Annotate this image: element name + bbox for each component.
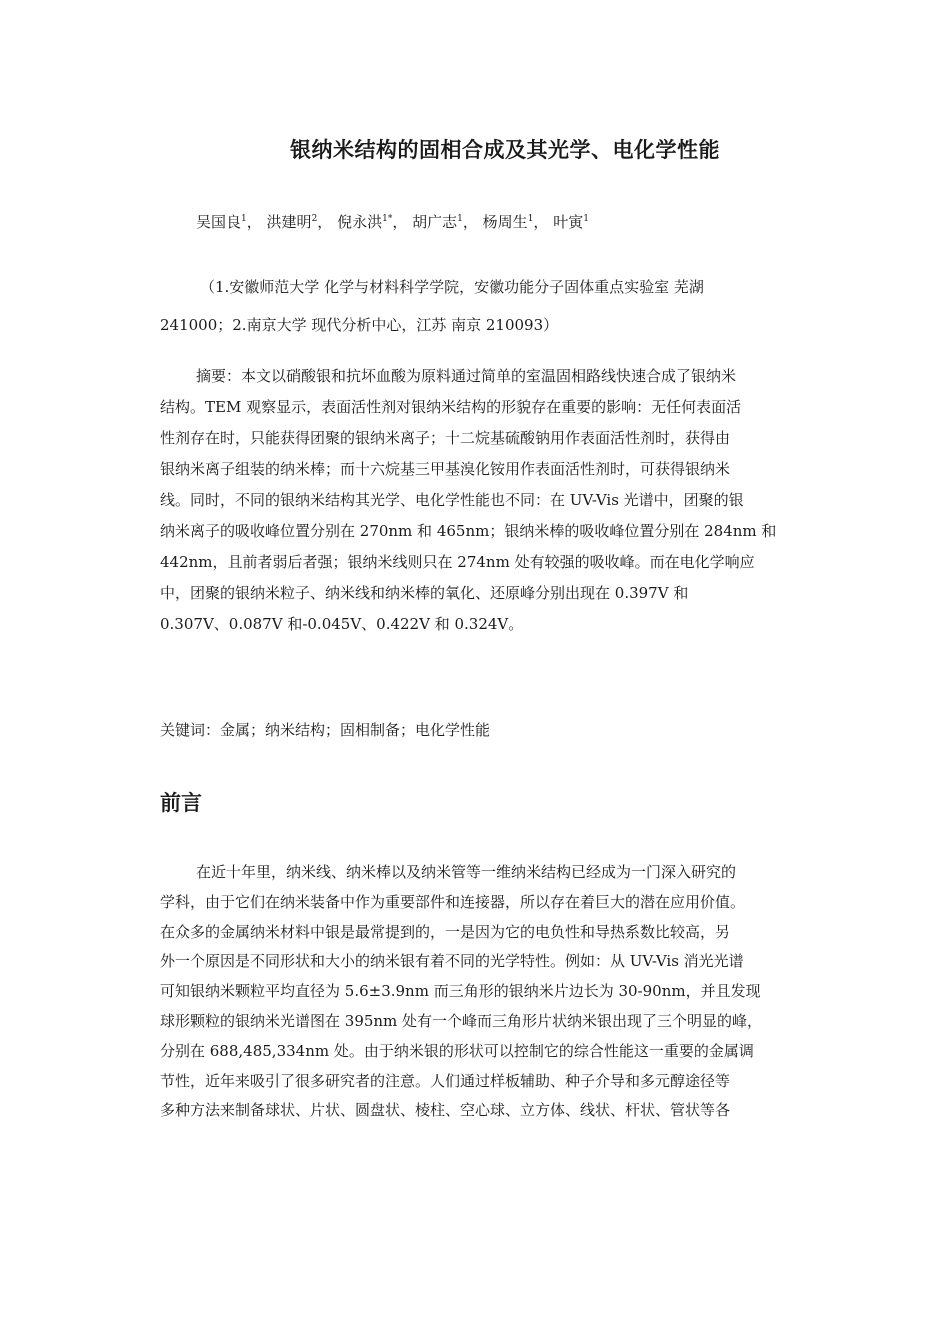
author-affiliation-mark: 1 [527,214,534,224]
intro-line: 外一个原因是不同形状和大小的纳米银有着不同的光学特性。例如：从 UV-Vis 消光光谱 [160,952,744,971]
author [412,213,478,231]
intro-paragraph [160,858,808,1126]
author [483,213,549,231]
affiliation-line: （1.安徽师范大学 化学与材料科学学院，安徽功能分子固体重点实验室 芜湖 [200,278,704,296]
paper-title: 银纳米结构的固相合成及其光学、电化学性能 [290,138,720,162]
abstract-line: 结构。TEM 观察显示，表面活性剂对银纳米结构的形貌存在重要的影响：无任何表面活 [160,398,742,416]
abstract-line: 摘要：本文以硝酸银和抗坏血酸为原料通过简单的室温固相路线快速合成了银纳米 [196,367,737,385]
abstract [160,361,808,640]
author-separator: ， [462,213,478,231]
intro-line: 多种方法来制备球状、片状、圆盘状、棱柱、空心球、立方体、线状、杆状、管状等各 [160,1101,731,1120]
author-name: 胡广志 [412,213,458,231]
abstract-line: 性剂存在时，只能获得团聚的银纳米离子；十二烷基硫酸钠用作表面活性剂时，获得由 [160,429,731,447]
author [196,213,262,231]
author-separator: ， [317,213,333,231]
abstract-line: 中，团聚的银纳米粒子、纳米线和纳米棒的氧化、还原峰分别出现在 0.397V 和 [160,584,689,602]
author-affiliation-mark: 1* [382,214,393,224]
intro-line: 学科，由于它们在纳米装备中作为重要部件和连接器，所以存在着巨大的潜在应用价值。 [160,892,746,911]
author-name: 洪建明 [266,213,312,231]
affiliations [160,268,800,344]
author-affiliation-mark: 1 [457,214,463,224]
author [267,213,333,231]
abstract-line: 银纳米离子组装的纳米棒；而十六烷基三甲基溴化铵用作表面活性剂时，可获得银纳米 [160,460,731,478]
keywords: 关键词：金属；纳米结构；固相制备；电化学性能 [160,721,491,739]
author-separator: ， [392,213,413,231]
intro-line: 可知银纳米颗粒平均直径为 5.6±3.9nm 而三角形的银纳米片边长为 30-90nm，并且发现 [160,982,761,1001]
intro-line: 球形颗粒的银纳米光谱图在 395nm 处有一个峰而三角形片状纳米银出现了三个明显的峰， [160,1011,763,1030]
abstract-line: 0.307V、0.087V 和-0.045V、0.422V 和 0.324V。 [160,615,524,633]
author-name: 杨周生 [482,213,528,231]
section-heading-intro: 前言 [160,791,202,815]
author-affiliation-mark: 1 [583,214,589,224]
abstract-line: 纳米离子的吸收峰位置分别在 270nm 和 465nm；银纳米棒的吸收峰位置分别在 284nm 和 [160,522,777,540]
author-list [196,211,589,232]
abstract-line: 线。同时，不同的银纳米结构其光学、电化学性能也不同：在 UV-Vis 光谱中，团聚的银 [160,491,744,509]
author-separator: ， [246,213,262,231]
author-separator: ， [533,213,549,231]
author [337,213,412,231]
intro-line: 在近十年里，纳米线、纳米棒以及纳米管等一维纳米结构已经成为一门深入研究的 [196,863,737,881]
author-name: 叶寅 [553,213,584,231]
author-affiliation-mark: 2 [311,214,318,224]
author-affiliation-mark: 1 [241,214,247,224]
affiliation-line: 241000；2.南京大学 现代分析中心，江苏 南京 210093） [160,316,559,334]
author-name: 倪永洪 [337,213,383,231]
intro-line: 在众多的金属纳米材料中银是最常提到的，一是因为它的电负性和导热系数比较高，另 [160,922,731,941]
abstract-line: 442nm，且前者弱后者强；银纳米线则只在 274nm 处有较强的吸收峰。而在电化学响应 [160,553,755,571]
author-name: 吴国良 [196,213,242,231]
intro-line: 节性，近年来吸引了很多研究者的注意。人们通过样板辅助、种子介导和多元醇途径等 [160,1071,731,1090]
intro-line: 分别在 688,485,334nm 处。由于纳米银的形状可以控制它的综合性能这一重要的金属调 [160,1041,754,1060]
author [553,213,589,231]
